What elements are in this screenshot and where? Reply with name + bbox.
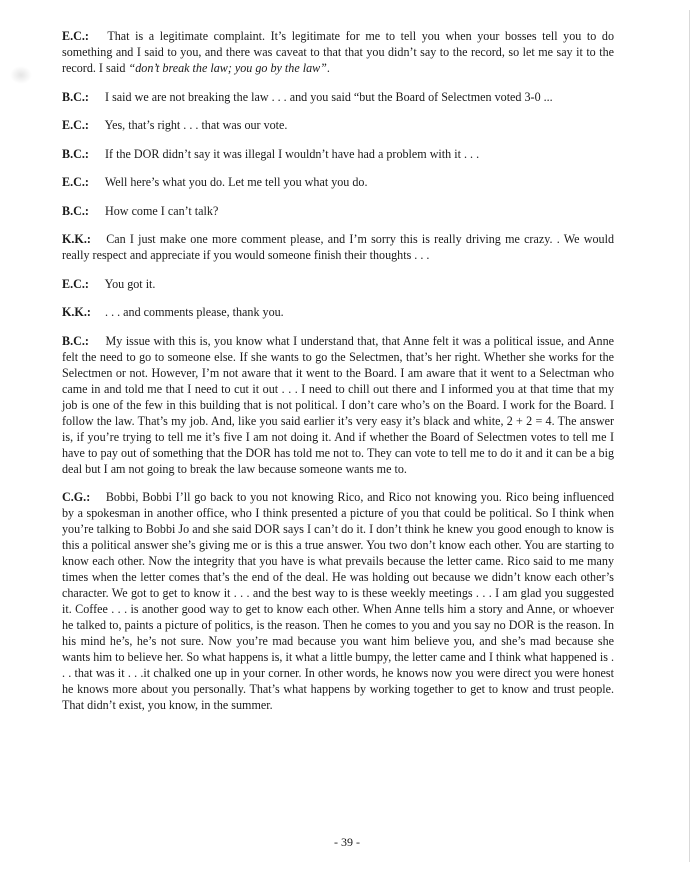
utterance-text: That is a legitimate complaint. It’s legitimate for me to tell you when your bosses tell you to do something and I said to you, and there was caveat to that that you didn’t say to the record, so let me say it to the record. I said bbox=[62, 29, 614, 75]
speaker-label: E.C.: bbox=[62, 276, 89, 291]
speaker-label: B.C.: bbox=[62, 203, 89, 218]
transcript-paragraph bbox=[62, 203, 614, 219]
scan-smudge bbox=[10, 66, 32, 84]
utterance-text: Can I just make one more comment please, and I’m sorry this is really driving me crazy. . We would really respect and appreciate if you would someone finish their thoughts . . . bbox=[62, 232, 614, 262]
utterance-text: My issue with this is, you know what I understand that, that Anne felt it was a political issue, and Anne felt the need to go to someone else. If she wants to go the Selectmen, that’s her right. Whether she works for the Selectmen or not. However, I’m not aware that it went to the Board. I am aware that it went to a Selectman who came in and told me that I need to cut it out . . . I need to chill out there and I informed you at that time that my job is one of the few in this building that is not political. I don’t care who’s on the Board. I work for the Board. I follow the law. That’s my job. And, like you said earlier it’s very easy it’s black and white, 2 + 2 = 4. The answer is, if you’re trying to tell me it’s five I am not doing it. And if whether the Board of Selectmen votes to tell me I have to pay out of something that the DOR has told me not to. They can vote to tell me to do it and it can be a big deal but I am not going to break the law because someone wants me to. bbox=[62, 333, 614, 476]
transcript-paragraph bbox=[62, 117, 614, 133]
transcript-paragraph bbox=[62, 28, 614, 76]
transcript-paragraph bbox=[62, 304, 614, 320]
page-number: - 39 - bbox=[334, 835, 360, 849]
utterance-text: How come I can’t talk? bbox=[105, 203, 219, 218]
utterance-text: If the DOR didn’t say it was illegal I wouldn’t have had a problem with it . . . bbox=[105, 146, 480, 161]
transcript-paragraph bbox=[62, 89, 614, 105]
utterance-text: You got it. bbox=[104, 276, 156, 291]
utterance-emphasis: “don’t break the law; you go by the law” bbox=[128, 61, 327, 75]
utterance-text-end: . bbox=[326, 61, 330, 75]
speaker-label: E.C.: bbox=[62, 118, 89, 132]
utterance-text: Yes, that’s right . . . that was our vote. bbox=[104, 118, 288, 132]
utterance-text: I said we are not breaking the law . . . and you said “but the Board of Selectmen voted 3-0 ... bbox=[105, 89, 553, 104]
utterance-text: Bobbi, Bobbi I’ll go back to you not knowing Rico, and Rico not knowing you. Rico being influenced by a spokesman in another office, who I think presented a picture of you that could be political. So I think when you’re talking to Bobbi Jo and she said DOR says I can’t do it. I don’t think he knew you good enough to know is this a political answer she’s giving me or is this a true answer. You two don’t know each other. You are starting to know each other. Now the integrity that you have is what prevails because the letter came. Rico said to me many times when the letter comes that’s the end of the deal. He was holding out because we didn’t know each other’s character. We got to get to know it . . . and the best way to is these weekly meetings . . . I am glad you suggested it. Coffee . . . is another good way to get to know each other. When Anne tells him a story and Anne, or whoever he talked to, paints a picture of politics, is the reason. Then he comes to you and you say no DOR is the reason. In his mind he’s, he’s not sure. Now you’re mad because you want him believe you, and she’s mad because she wants him to believe her. So what happens is, it what a little bumpy, the letter came and I think what happened is . . . that was it . . .it chalked one up in your corner. In other words, he knows now you were direct you were honest he knows more about you personally. That’s what happens by working together to get to know and trust people. That didn’t exist, you know, in the summer. bbox=[62, 490, 614, 712]
speaker-label: B.C.: bbox=[62, 146, 89, 161]
transcript-body bbox=[62, 28, 614, 726]
transcript-paragraph bbox=[62, 231, 614, 263]
speaker-label: K.K.: bbox=[62, 305, 91, 319]
speaker-label: K.K.: bbox=[62, 232, 91, 246]
speaker-label: B.C.: bbox=[62, 333, 89, 348]
speaker-label: C.G.: bbox=[62, 490, 91, 504]
scan-edge-line bbox=[689, 10, 690, 862]
speaker-label: B.C.: bbox=[62, 89, 89, 104]
utterance-text: . . . and comments please, thank you. bbox=[105, 305, 284, 319]
transcript-paragraph bbox=[62, 489, 614, 713]
speaker-label: E.C.: bbox=[62, 175, 89, 189]
transcript-paragraph bbox=[62, 174, 614, 190]
transcript-paragraph bbox=[62, 333, 614, 477]
transcript-paragraph bbox=[62, 276, 614, 292]
transcript-paragraph bbox=[62, 146, 614, 162]
utterance-text: Well here’s what you do. Let me tell you what you do. bbox=[104, 175, 368, 189]
speaker-label: E.C.: bbox=[62, 29, 89, 43]
